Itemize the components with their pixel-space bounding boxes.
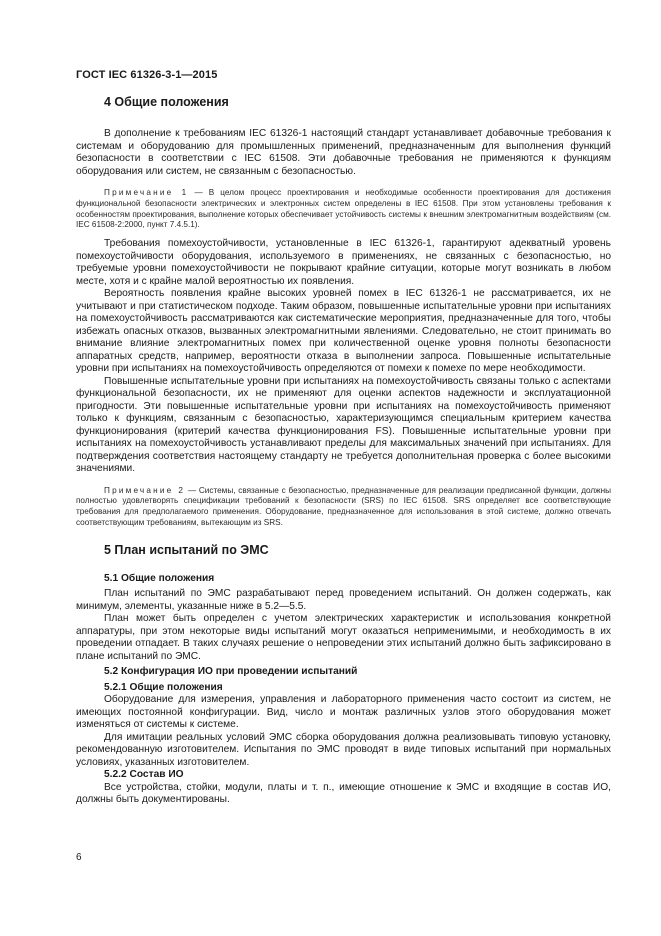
section-4-title: 4 Общие положения: [104, 95, 229, 109]
section-4-paragraph-4: Повышенные испытательные уровни при испытаниях на помехоустойчивость связаны только с аспектами функциональной безопасности, их не применяют для оценки аспектов надежности и эксплуатационной пригодности. Эти повышенные испытательные уровни при испытаниях на помехоустойчивость применяют только к функциям, связанным с безопасностью, характеризующимся специальным критерием качества функционирования (критерий качества функционирования FS). Повышенные испытательные уровни при испытаниях на помехоустойчивость устанавливают пределы для максимальных значений при испытаниях. Для подтверждения соответствия настоящему стандарту не требуется дополнительная проверка с более высокими значениями.: [76, 375, 611, 475]
section-5-1-title: 5.1 Общие положения: [104, 572, 215, 584]
section-5-2-2-paragraph-1: Все устройства, стойки, модули, платы и т. п., имеющие отношение к ЭМС и входящие в состав ИО, должны быть документированы.: [76, 781, 611, 806]
page-number: 6: [76, 852, 82, 863]
note-2-text: — Системы, связанные с безопасностью, предназначенные для реализации предписанной функции, должны полностью удовлетворять спецификации требований к безопасности (SRS) по IEC 61508. SRS определяет все соответствующие требования для предполагаемого применения. Оборудование, предназначенное для использования в этой системе, должно отвечать соответствующим требованиям, вытекающим из SRS.: [76, 485, 612, 528]
page-content: [76, 91, 611, 807]
note-2: [76, 486, 611, 529]
section-5-2-1-title: 5.2.1 Общие положения: [104, 681, 223, 693]
section-5-2-title: 5.2 Конфигурация ИО при проведении испытаний: [104, 666, 358, 678]
note-1-label: Примечание 1: [104, 188, 189, 197]
section-4-paragraph-1: В дополнение к требованиям IEC 61326-1 настоящий стандарт устанавливает добавочные требования к системам и оборудованию для промышленных применений, предназначенным для выполнения функций безопасности в соответствии с IEC 61508. Эти добавочные требования не применяются к функциям оборудования или систем, не связанным с безопасностью.: [76, 128, 611, 177]
section-4-paragraph-3: Вероятность появления крайне высоких уровней помех в IEC 61326-1 не рассматривается, их не учитывают и при статистическом подходе. Таким образом, повышенные испытательные уровни при испытаниях на помехоустойчивость рассматриваются как систематические мероприятия, предназначенные для того, чтобы избежать опасных отказов, вызванных электромагнитными явлениями. Следовательно, не стоит принимать во внимание влияние электромагнитных помех при количественной оценке уровня полноты безопасности аппаратных средств, например, вероятности отказа в выполнении запроса. Повышенные испытательные уровни при испытаниях на помехоустойчивость определяются от помехи к помехе по мере необходимости.: [76, 288, 611, 375]
section-5-1-paragraph-2: План может быть определен с учетом электрических характеристик и использования конкретной аппаратуры, при этом некоторые виды испытаний могут оказаться неприменимыми, и необходимость в их проведении отпадает. В таких случаях решение о непроведении этих испытаний должно быть зафиксировано в плане испытаний по ЭМС.: [76, 613, 611, 662]
note-1: [76, 188, 611, 231]
note-1-text: — В целом процесс проектирования и необходимые особенности проектирования для достижения функциональной безопасности электрических и электронных систем определены в IEC 61508. При этом установлены требования к особенностям проектирования, выполнение которых обеспечивает устойчивость системы к внешним электромагнитным воздействиям (см. IEC 61508-2:2000, пункт 7.4.5.1).: [76, 188, 611, 230]
section-5-2-2-title: 5.2.2 Состав ИО: [104, 769, 184, 781]
section-5-1-paragraph-1: План испытаний по ЭМС разрабатывают перед проведением испытаний. Он должен содержать, как минимум, элементы, указанные ниже в 5.2—5.5.: [76, 588, 611, 612]
section-5-2-1-paragraph-1: Оборудование для измерения, управления и лабораторного применения часто состоит из систем, не имеющих постоянной конфигурации. Вид, число и монтаж различных узлов этого оборудования может изменяться от системы к системе.: [76, 694, 611, 731]
section-5-2-1-paragraph-2: Для имитации реальных условий ЭМС сборка оборудования должна реализовывать типовую установку, рекомендованную изготовителем. Испытания по ЭМС проводят в виде типовых испытаний при нормальных условиях, указанных изготовителем.: [76, 731, 611, 768]
document-header: ГОСТ IEC 61326-3-1—2015: [76, 69, 218, 81]
note-2-label: Примечание 2: [104, 485, 186, 495]
section-4-paragraph-2: Требования помехоустойчивости, установленные в IEC 61326-1, гарантируют адекватный уровень помехоустойчивости оборудования, используемого в применениях, не связанных с безопасностью, но требуемые уровни помехоустойчивости не покрывают крайние ситуации, которые могут возникать в любом месте, хотя и с крайне малой вероятностью их появления.: [76, 238, 611, 287]
section-5-title: 5 План испытаний по ЭМС: [104, 542, 269, 557]
